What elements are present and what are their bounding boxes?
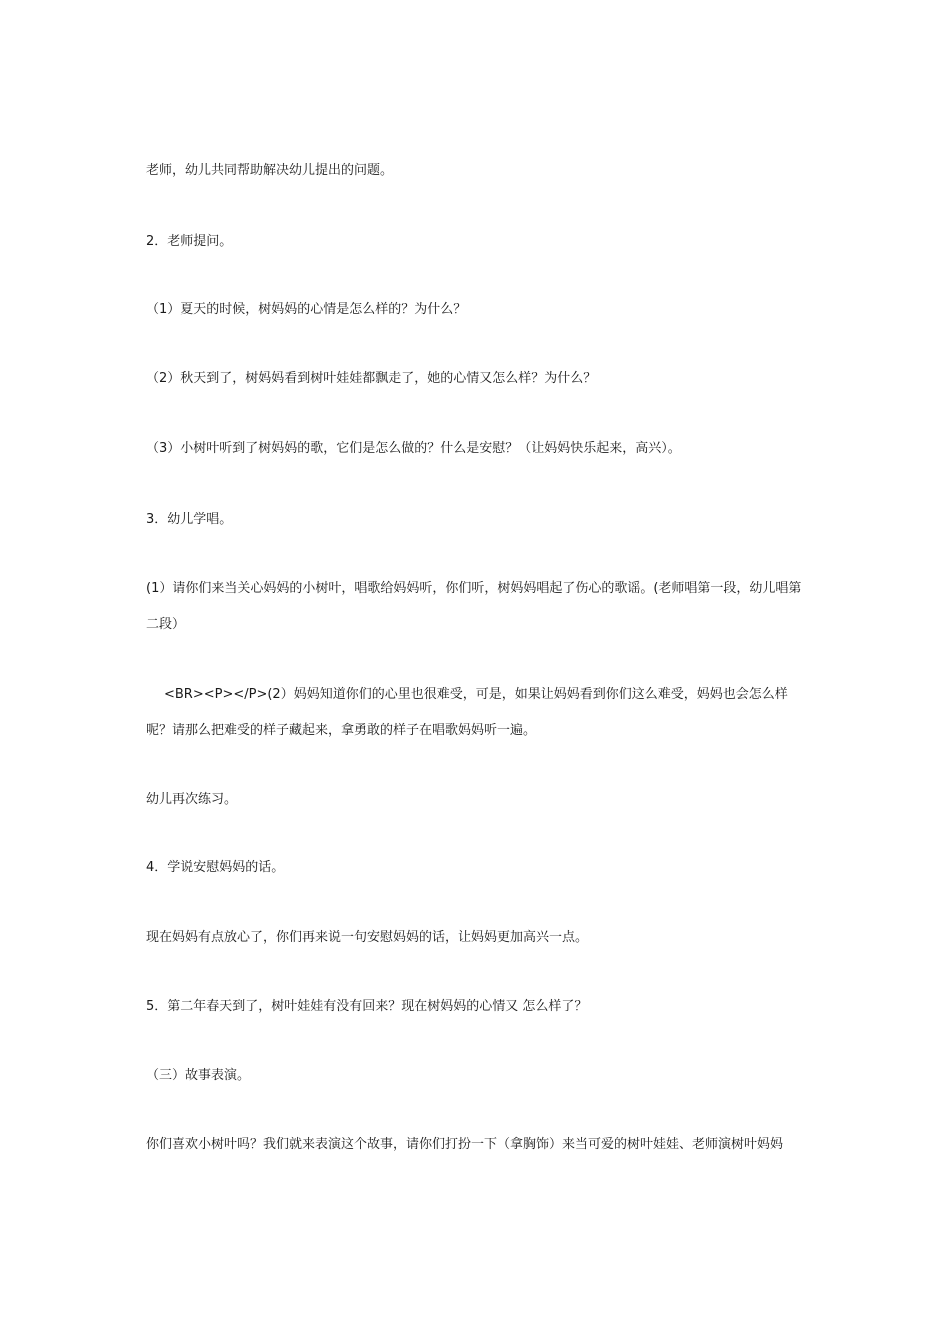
practice-again: 幼儿再次练习。 [146, 792, 238, 807]
question-2: （2）秋天到了，树妈妈看到树叶娃娃都飘走了，她的心情又怎么样？为什么？ [146, 371, 597, 386]
song-step-2: <BR><P></P>(2）妈妈知道你们的心里也很难受，可是，如果让妈妈看到你们这么难受，妈妈也会怎么样呢？请那么把难受的样子藏起来，拿勇敢的样子在唱歌妈妈听一遍。 [146, 687, 788, 738]
heading-next-spring: 5．第二年春天到了，树叶娃娃有没有回来？现在树妈妈的心情又 怎么样了？ [146, 999, 588, 1014]
paragraph-intro: 老师，幼儿共同帮助解决幼儿提出的问题。 [146, 163, 394, 178]
song-step-1: (1）请你们来当关心妈妈的小树叶，唱歌给妈妈听，你们听，树妈妈唱起了伤心的歌谣。(老师唱第一段，幼儿唱第二段） [146, 581, 802, 632]
comfort-instruction: 现在妈妈有点放心了，你们再来说一句安慰妈妈的话，让妈妈更加高兴一点。 [146, 930, 589, 945]
heading-comfort-words: 4．学说安慰妈妈的话。 [146, 860, 285, 875]
heading-learn-song: 3．幼儿学唱。 [146, 512, 233, 527]
heading-teacher-questions: 2．老师提问。 [146, 234, 233, 249]
question-1: （1）夏天的时候，树妈妈的心情是怎么样的？为什么？ [146, 302, 467, 317]
heading-story-performance: （三）故事表演。 [146, 1068, 251, 1083]
question-3: （3）小树叶听到了树妈妈的歌，它们是怎么做的？什么是安慰？（让妈妈快乐起来，高兴）。 [146, 441, 681, 456]
performance-instruction: 你们喜欢小树叶吗？我们就来表演这个故事，请你们打扮一下（拿胸饰）来当可爱的树叶娃娃、老师演树叶妈妈 [146, 1137, 784, 1152]
